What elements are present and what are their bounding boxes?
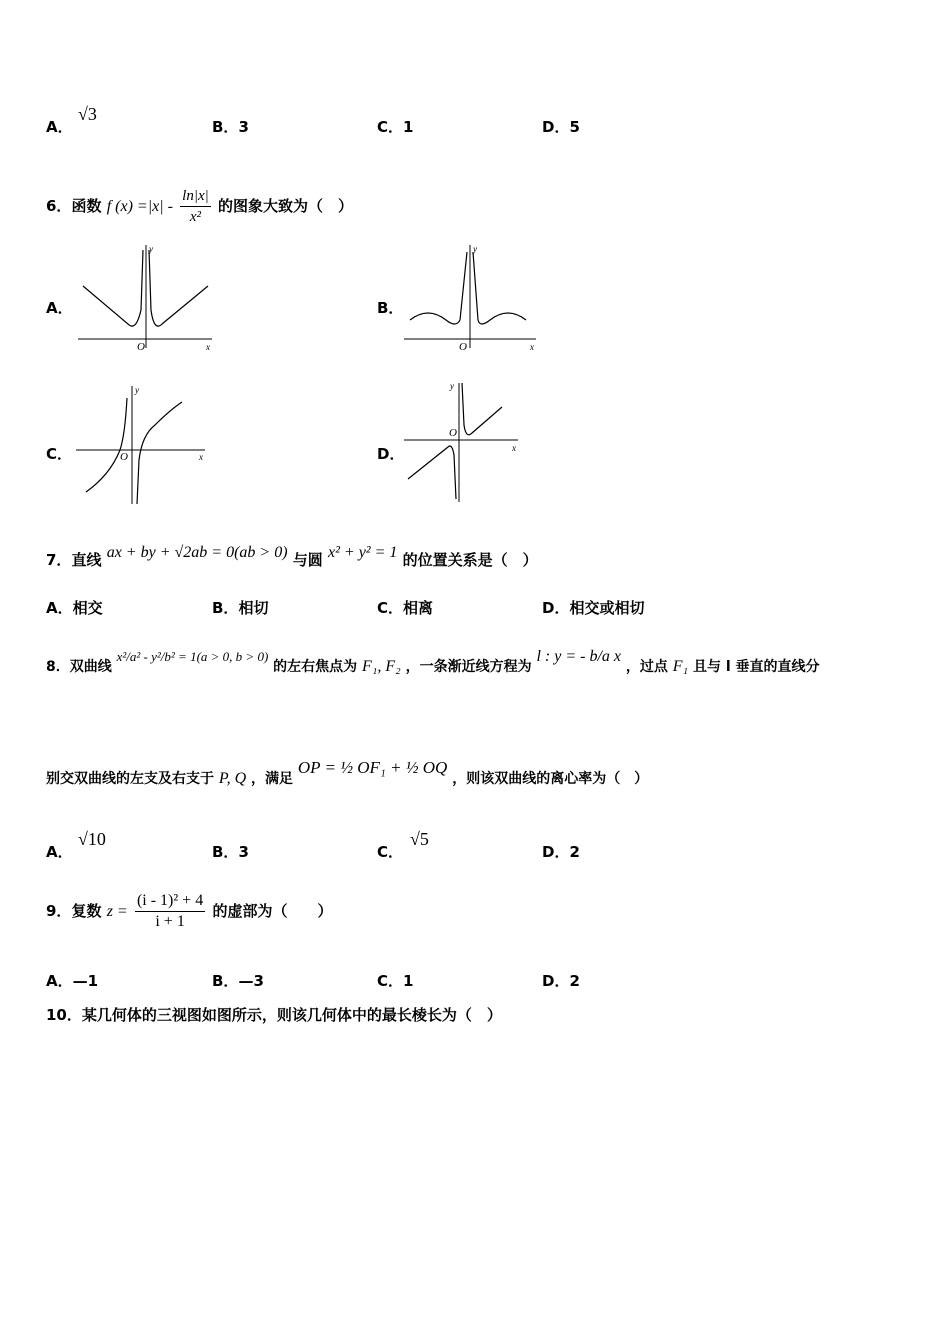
q8-option-c: C．: [377, 843, 404, 861]
q6-formula-lhs: f (x) =|x| -: [106, 198, 173, 215]
q8-asymptote: l : y = - b/a x: [536, 648, 622, 665]
curve-left: [410, 252, 467, 324]
q7-option-b: B．相切: [212, 599, 269, 617]
curve-right: [462, 383, 502, 435]
y-label: y: [450, 381, 454, 391]
q8-foci: F₁, F₂: [362, 658, 401, 675]
q5-option-c: C．1: [377, 118, 414, 136]
q7-circle-equation: x² + y² = 1: [328, 544, 398, 561]
y-label: y: [473, 244, 477, 254]
x-label: x: [199, 452, 203, 462]
q9-option-b: B．—3: [212, 972, 264, 990]
q6-graph-d: [398, 375, 528, 505]
curve-right: [473, 252, 526, 324]
q7-option-a: A．相交: [46, 599, 103, 617]
q8-option-a: A．: [46, 843, 73, 861]
curve-left: [408, 446, 456, 499]
q6-option-a-label: A．: [46, 299, 73, 317]
q8-option-d: D．2: [542, 843, 580, 861]
q7-stem: 7．直线 ax + by + √2ab = 0(ab > 0) 与圆 x² + y² = 1 的位置关系是（ ）: [46, 544, 538, 569]
curve-left: [86, 398, 127, 492]
q8-vector-equation: OP = ½ OF₁ + ½ OQ: [297, 758, 448, 777]
q9-option-a: A．—1: [46, 972, 99, 990]
q8-option-c-value: √5: [410, 829, 429, 849]
q9-formula-fraction: $\frac{\text{(i - 1)² + 4}}{i + 1}$: [136, 892, 204, 930]
curve-right: [149, 250, 208, 326]
q5-option-a-value: √3: [78, 104, 97, 124]
q7-line-equation: ax + by + √2ab = 0(ab > 0): [106, 544, 288, 561]
q9-stem: 9．复数 z = $\frac{\text{(i - 1)² + 4}}{i + 1}$ 的虚部为（ ）: [46, 892, 333, 930]
origin-label: O: [137, 341, 145, 353]
origin-label: O: [459, 341, 467, 353]
q6-option-b-label: B．: [377, 299, 404, 317]
q6-formula-fraction: $\frac{\ln|x|}{\text{x²}}$: [182, 188, 209, 225]
curve-right: [137, 402, 182, 504]
q9-option-c: C．1: [377, 972, 414, 990]
q8-points: P, Q: [218, 770, 247, 787]
x-label: x: [530, 342, 534, 352]
curve-left: [83, 250, 143, 326]
origin-label: O: [449, 427, 457, 439]
q6-graph-c: [70, 380, 215, 510]
q6-stem: 6．函数 f (x) =|x| - $\frac{\ln|x|}{\text{x²}}$ 的图象大致为（ ）: [46, 188, 353, 225]
q7-option-d: D．相交或相切: [542, 599, 645, 617]
q5-option-b: B．3: [212, 118, 249, 136]
q9-option-d: D．2: [542, 972, 580, 990]
x-label: x: [206, 342, 210, 352]
q8-stem-line1: 8．双曲线 x²/a² - y²/b² = 1(a > 0, b > 0) 的左右焦点为 F₁, F₂ ，一条渐近线方程为 l : y = - b/a x ，过点 F₁ 且与 l 垂直的直线分: [46, 648, 820, 675]
q5-option-d: D．5: [542, 118, 580, 136]
q6-graph-b: [398, 240, 543, 355]
origin-label: O: [120, 451, 128, 463]
q8-point: F₁: [672, 658, 689, 675]
y-label: y: [149, 244, 153, 254]
q7-option-c: C．相离: [377, 599, 434, 617]
q8-option-a-value: √10: [78, 829, 106, 849]
q10-stem: 10．某几何体的三视图如图所示，则该几何体中的最长棱长为（ ）: [46, 1006, 502, 1024]
q8-stem-line2: 别交双曲线的左支及右支于 P, Q ，满足 OP = ½ OF₁ + ½ OQ ，则该双曲线的离心率为（ ）: [46, 758, 649, 787]
q8-option-b: B．3: [212, 843, 249, 861]
y-label: y: [135, 385, 139, 395]
q8-hyperbola-equation: x²/a² - y²/b² = 1(a > 0, b > 0): [116, 649, 269, 664]
q9-formula-lhs: z =: [106, 903, 128, 920]
q6-option-c-label: C．: [46, 445, 73, 463]
q5-option-a: A．: [46, 118, 73, 136]
x-label: x: [512, 443, 516, 453]
q6-graph-a: [70, 240, 220, 355]
q6-option-d-label: D．: [377, 445, 405, 463]
